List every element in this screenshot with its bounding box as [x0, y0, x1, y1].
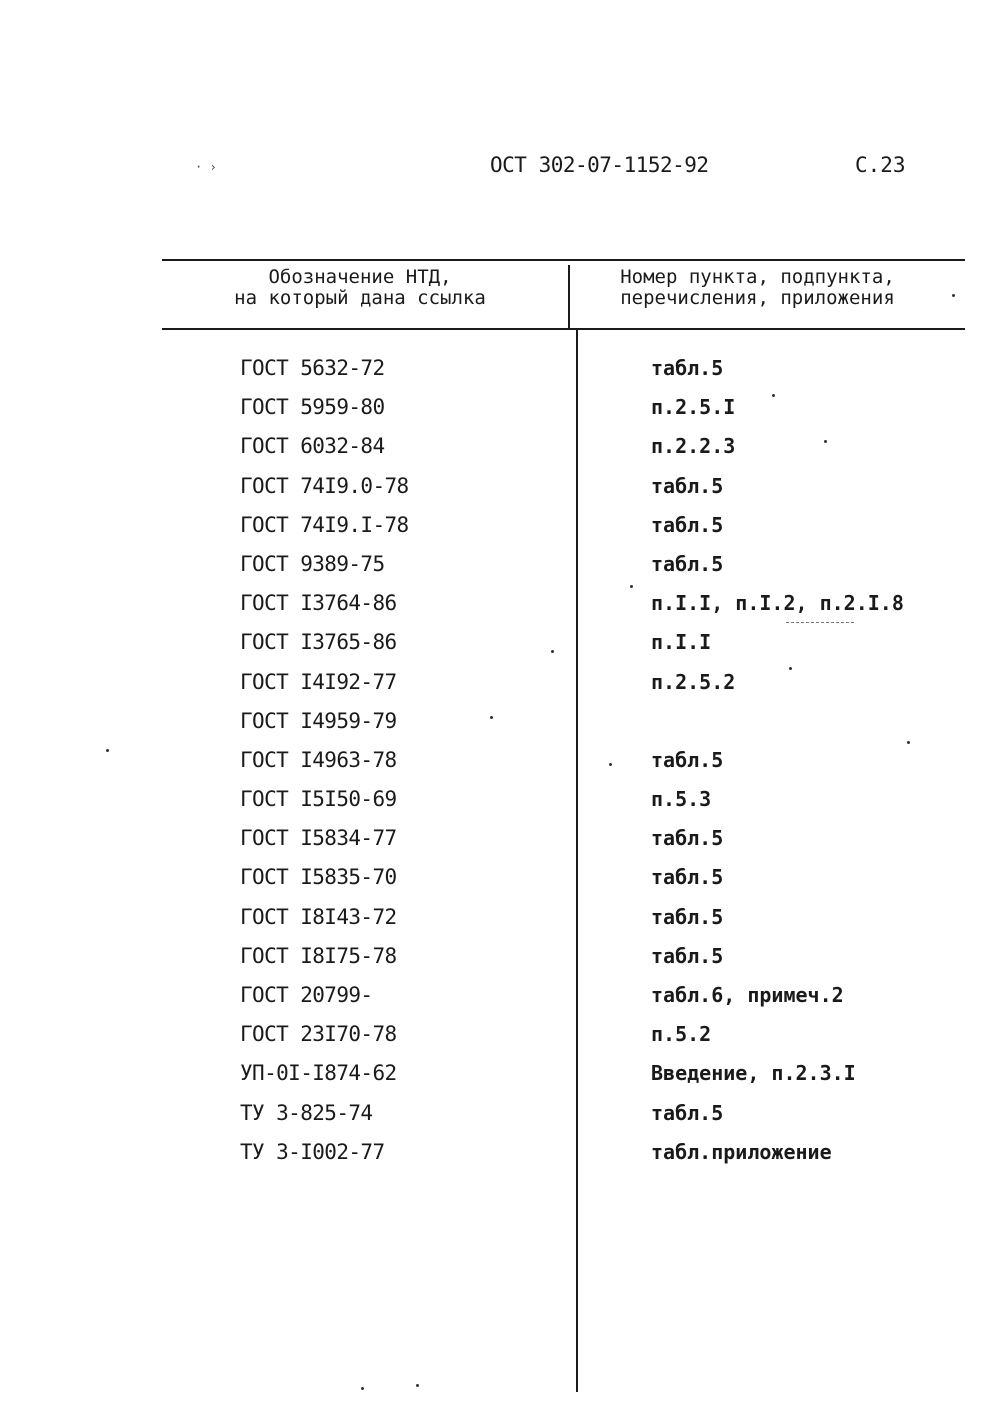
- table-row: [0, 703, 1000, 742]
- clause-reference: Введение, п.2.3.I: [651, 1061, 856, 1086]
- table-row: [0, 820, 1000, 859]
- table-row: [0, 899, 1000, 938]
- clause-reference: п.2.2.3: [651, 434, 736, 459]
- ntd-designation: ТУ 3-825-74: [240, 1100, 373, 1125]
- header-column-divider: [568, 265, 570, 329]
- scan-speck: [416, 1384, 419, 1387]
- table-row: [0, 389, 1000, 428]
- clause-reference: табл.5: [651, 943, 724, 968]
- ntd-designation: ГОСТ 74I9.0-78: [240, 473, 409, 498]
- table-row: [0, 1016, 1000, 1055]
- scan-speck: [106, 749, 109, 752]
- ntd-designation: ГОСТ I8I75-78: [240, 943, 397, 968]
- ntd-designation: ГОСТ 23I70-78: [240, 1022, 397, 1047]
- column-header-clause: [585, 267, 930, 309]
- column-header-line: Номер пункта, подпункта,: [620, 266, 895, 288]
- table-row: [0, 742, 1000, 781]
- table-row: [0, 585, 1000, 624]
- clause-reference: табл.приложение: [651, 1139, 832, 1164]
- ntd-designation: ГОСТ I4I92-77: [240, 669, 397, 694]
- clause-reference: табл.5: [651, 356, 724, 380]
- table-row: [0, 624, 1000, 663]
- scan-speck: [772, 394, 775, 397]
- ntd-designation: ГОСТ I5I50-69: [240, 787, 397, 812]
- clause-reference: табл.5: [651, 826, 724, 851]
- clause-reference: табл.6, примеч.2: [651, 983, 844, 1007]
- column-header-designation: [180, 267, 540, 309]
- table-row: [0, 468, 1000, 507]
- ntd-designation: ГОСТ 6032-84: [240, 434, 385, 459]
- table-row: [0, 859, 1000, 898]
- scan-speck: [789, 667, 792, 670]
- scan-mark: · ›: [195, 160, 217, 174]
- clause-reference: п.2.5.I: [651, 395, 736, 420]
- ntd-designation: ГОСТ I4959-79: [240, 708, 397, 733]
- table-row: [0, 781, 1000, 820]
- table-header-rule: [162, 328, 965, 330]
- table-row: [0, 977, 1000, 1016]
- ntd-designation: УП-0I-I874-62: [240, 1061, 397, 1086]
- ntd-designation: ГОСТ I5834-77: [240, 826, 397, 851]
- clause-reference: п.5.2: [651, 1022, 712, 1047]
- clause-reference: п.5.3: [651, 787, 712, 812]
- table-row: [0, 507, 1000, 546]
- clause-reference: табл.5: [651, 473, 724, 498]
- ntd-designation: ГОСТ I5835-70: [240, 865, 397, 890]
- ntd-designation: ГОСТ I8I43-72: [240, 904, 397, 929]
- table-row: [0, 428, 1000, 467]
- ntd-designation: ГОСТ 74I9.I-78: [240, 512, 409, 537]
- ntd-designation: ГОСТ 5959-80: [240, 395, 385, 420]
- table-row: [0, 1095, 1000, 1134]
- page-number: С.23: [855, 153, 906, 177]
- table-row: [0, 546, 1000, 585]
- scan-speck: [952, 294, 955, 297]
- ntd-designation: ГОСТ 5632-72: [240, 356, 385, 380]
- table-row: [0, 938, 1000, 977]
- ntd-designation: ГОСТ 20799-: [240, 983, 373, 1007]
- clause-reference: табл.5: [651, 904, 724, 929]
- scan-dash: [786, 622, 854, 623]
- table-row: [0, 350, 1000, 389]
- ntd-designation: ТУ 3-I002-77: [240, 1139, 385, 1164]
- clause-reference: табл.5: [651, 865, 724, 890]
- clause-reference: табл.5: [651, 512, 724, 537]
- table-row: [0, 664, 1000, 703]
- table-top-rule: [162, 259, 965, 261]
- scan-speck: [609, 763, 612, 766]
- clause-reference: п.2.5.2: [651, 669, 736, 694]
- clause-reference: табл.5: [651, 551, 724, 576]
- ntd-designation: ГОСТ I3765-86: [240, 630, 397, 655]
- scan-speck: [630, 585, 633, 588]
- clause-reference: табл.5: [651, 747, 724, 772]
- table-row: [0, 1134, 1000, 1173]
- scan-speck: [907, 741, 910, 744]
- column-header-line: Обозначение НТД,: [268, 266, 452, 288]
- ntd-designation: ГОСТ I4963-78: [240, 747, 397, 772]
- clause-reference: табл.5: [651, 1100, 724, 1125]
- reference-table-body: [0, 350, 1000, 1173]
- scan-speck: [551, 650, 554, 653]
- scan-speck: [361, 1387, 364, 1390]
- column-header-line: перечисления, приложения: [620, 287, 895, 309]
- ntd-designation: ГОСТ I3764-86: [240, 591, 397, 616]
- clause-reference: п.I.I: [651, 630, 712, 655]
- document-code: ОСТ 302-07-1152-92: [490, 153, 709, 177]
- scan-speck: [490, 716, 493, 719]
- scan-speck: [824, 440, 827, 443]
- column-header-line: на который дана ссылка: [234, 287, 486, 309]
- clause-reference: п.I.I, п.I.2, п.2.I.8: [651, 591, 904, 616]
- table-row: [0, 1055, 1000, 1094]
- ntd-designation: ГОСТ 9389-75: [240, 551, 385, 576]
